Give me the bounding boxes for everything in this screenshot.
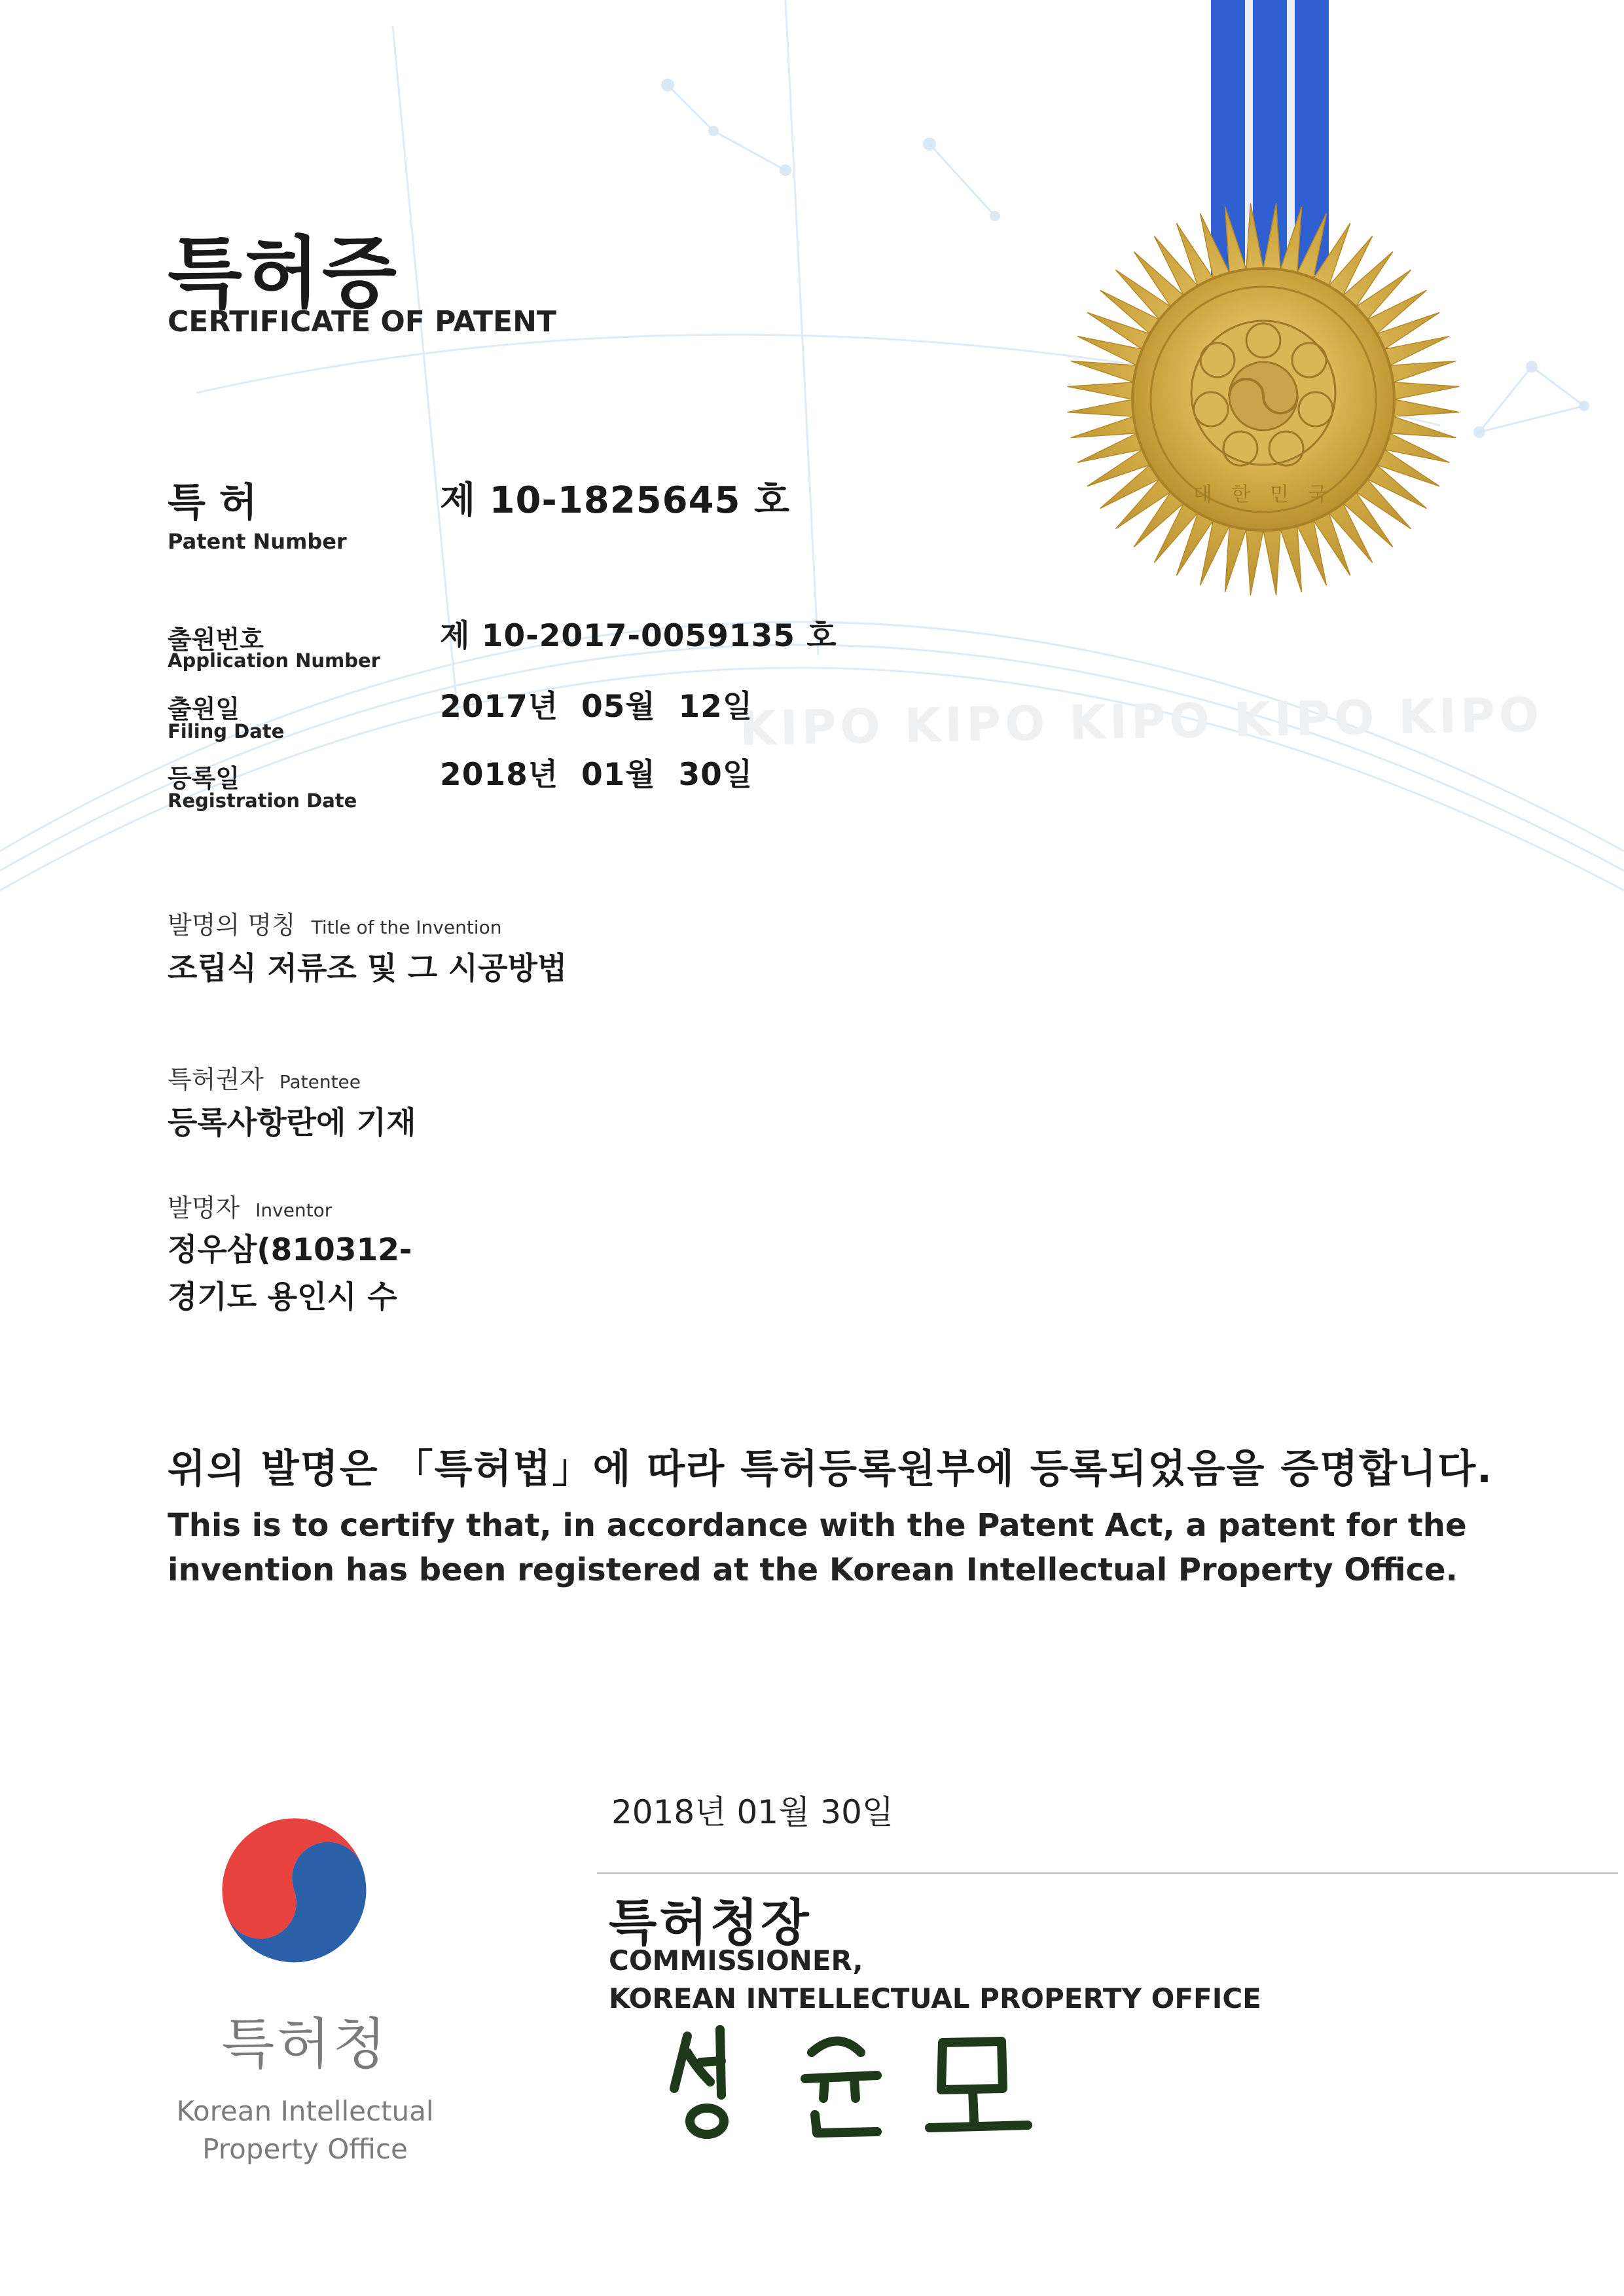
certification-text-ko: 위의 발명은 「특허법」에 따라 특허등록원부에 등록되었음을 증명합니다. xyxy=(168,1446,1493,1492)
registration-date-label-en: Registration Date xyxy=(168,790,357,812)
handwritten-signature xyxy=(661,2016,1054,2147)
patentee-label-en: Patentee xyxy=(279,1071,361,1093)
invention-title-label-en: Title of the Invention xyxy=(311,917,502,938)
commissioner-title-ko: 특허청장 xyxy=(609,1893,812,1952)
registration-date-value: 2018년 01월 30일 xyxy=(440,757,753,793)
patent-number-label-ko: 특 허 xyxy=(168,480,257,526)
commissioner-title-en-line1: COMMISSIONER, xyxy=(609,1944,863,1977)
seal-text: 대 한 민 국 xyxy=(1193,483,1334,506)
patentee-value: 등록사항란에 기재 xyxy=(168,1105,416,1141)
kipo-taegeuk-logo-icon xyxy=(200,1793,384,1976)
filing-date-label-ko: 출원일 xyxy=(168,695,240,723)
application-number-label-ko: 출원번호 xyxy=(168,625,264,654)
certification-text-en: This is to certify that, in accordance with the Patent Act, a patent for the invention has been registered at the Korean Intellectual Property Office. xyxy=(168,1507,1467,1588)
application-number-label-en: Application Number xyxy=(168,649,380,672)
invention-title-labels xyxy=(168,905,501,941)
patent-number-value: 제 10-1825645 호 xyxy=(440,479,791,522)
kipo-name-en-line2: Property Office xyxy=(202,2133,408,2165)
inventor-label-ko: 발명자 xyxy=(168,1194,240,1222)
invention-title-label-ko: 발명의 명칭 xyxy=(168,911,296,939)
kipo-name-en-line1: Korean Intellectual xyxy=(176,2095,434,2127)
signature-divider xyxy=(597,1872,1618,1874)
patentee-labels xyxy=(168,1059,361,1095)
certificate-title-en: CERTIFICATE OF PATENT xyxy=(168,305,556,338)
certificate-title-ko: 특허증 xyxy=(168,228,399,318)
inventor-value-line1: 정우삼(810312- xyxy=(168,1232,412,1268)
issue-date: 2018년 01월 30일 xyxy=(611,1793,894,1831)
kipo-name-ko: 특허청 xyxy=(221,2012,389,2076)
gold-seal-icon xyxy=(1060,196,1466,602)
kipo-name-en xyxy=(154,2092,456,2168)
commissioner-title-en-line2: KOREAN INTELLECTUAL PROPERTY OFFICE xyxy=(609,1982,1261,2014)
inventor-labels xyxy=(168,1188,332,1224)
invention-title-value: 조립식 저류조 및 그 시공방법 xyxy=(168,951,568,987)
patent-number-label-en: Patent Number xyxy=(168,529,347,554)
inventor-value-line2: 경기도 용인시 수 xyxy=(168,1279,397,1315)
filing-date-label-en: Filing Date xyxy=(168,720,285,742)
inventor-label-en: Inventor xyxy=(255,1199,333,1221)
filing-date-value: 2017년 05월 12일 xyxy=(440,689,753,725)
kipo-watermark: KIPO KIPO KIPO KIPO KIPO xyxy=(739,687,1543,756)
application-number-value: 제 10-2017-0059135 호 xyxy=(440,618,837,654)
patentee-label-ko: 특허권자 xyxy=(168,1065,264,1094)
registration-date-label-ko: 등록일 xyxy=(168,764,240,793)
